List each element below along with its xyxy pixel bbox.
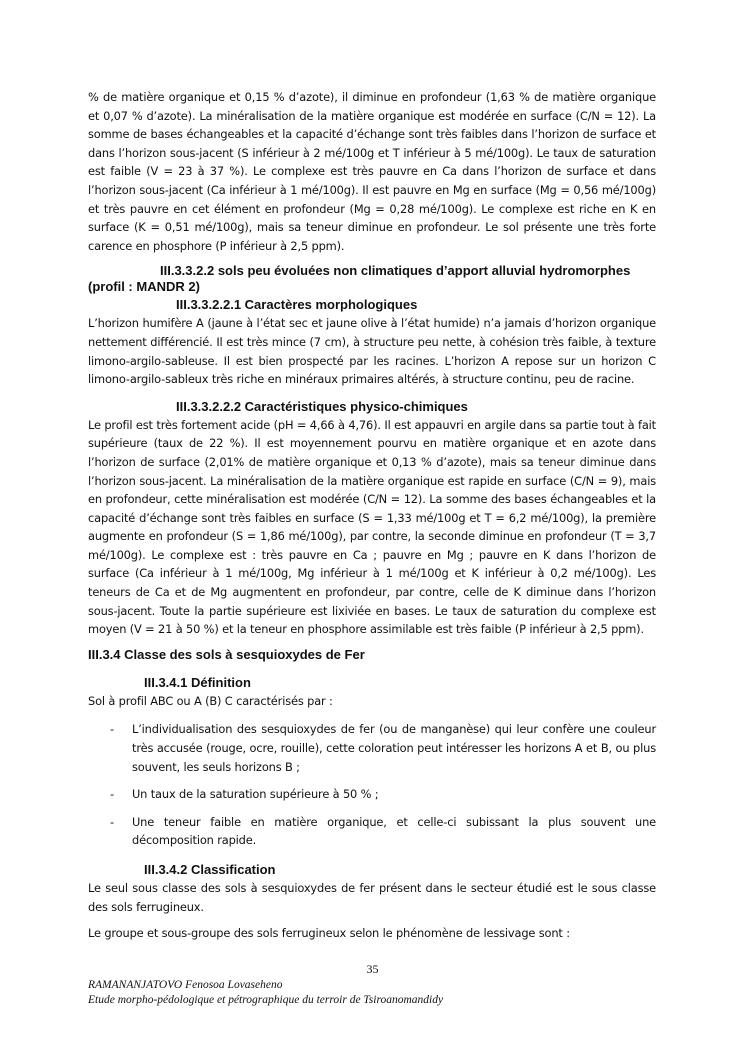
section-heading-line1: III.3.3.2.2 sols peu évoluées non climatiques d’apport alluvial hydromorphes xyxy=(160,263,631,279)
dash-marker: - xyxy=(110,787,115,802)
definition-list xyxy=(88,720,656,850)
footer-title: Etude morpho-pédologique et pétrographique du terroir de Tsiroanomandidy xyxy=(88,994,444,1006)
section-heading-3-3-2-2 xyxy=(88,263,656,279)
page-number: 35 xyxy=(366,962,379,976)
footer-author: RAMANANJATOVO Fenosoa Lovaseheno xyxy=(88,979,283,991)
dash-marker: - xyxy=(110,722,115,737)
list-item xyxy=(88,813,656,850)
list-item xyxy=(88,720,656,776)
list-item-text: Une teneur faible en matière organique, et celle-ci subissant la plus souvent une décomposition rapide. xyxy=(132,814,656,848)
paragraph-physico-chem-continued: % de matière organique et 0,15 % d’azote), il diminue en profondeur (1,63 % de matière organique et 0,07 % d’azote). La minéralisation de la matière organique est modérée en surface (C/N = 12). La somme de bases échangeables et la capacité d’échange sont très faibles dans l’horizon de surface et dans l’horizon sous-jacent (S inférieur à 2 mé/100g et T inférieur à 5 mé/100g). Le taux de saturation est faible (V = 23 à 37 %). Le complexe est très pauvre en Ca dans l’horizon de surface et dans l’horizon sous-jacent (Ca inférieur à 1 mé/100g). Il est pauvre en Mg en surface (Mg = 0,56 mé/100g) et très pauvre en cet élément en profondeur (Mg = 0,28 mé/100g). Le complexe est riche en K en surface (K = 0,51 mé/100g), mais sa teneur diminue en profondeur. Le sol présente une très forte carence en phosphore (P inférieur à 2,5 ppm). xyxy=(88,90,656,253)
list-item xyxy=(88,785,656,804)
section-heading-3-4: III.3.4 Classe des sols à sesquioxydes de Fer xyxy=(88,646,365,662)
subsection-heading-definition: III.3.4.1 Définition xyxy=(144,674,251,690)
paragraph-morphology: L’horizon humifère A (jaune à l’état sec et jaune olive à l’état humide) n’a jamais d’horizon organique nettement différencié. Il est très mince (7 cm), à structure peu nette, à cohésion très faible, à texture limono-argilo-sableuse. Il est bien prospecté par les racines. L’horizon A repose sur un horizon C limono-argilo-sableux très riche en minéraux primaires altérés, à structure continu, peu de racine. xyxy=(88,316,656,387)
paragraph-classification: Le seul sous classe des sols à sesquioxydes de fer présent dans le secteur étudié est le sous classe des sols ferrugineux. xyxy=(88,881,656,914)
subsection-heading-morphology: III.3.3.2.2.1 Caractères morphologiques xyxy=(176,297,418,313)
subsection-heading-physico-chemical: III.3.3.2.2.2 Caractéristiques physico-chimiques xyxy=(176,398,468,414)
section-heading-profile: (profil : MANDR 2) xyxy=(88,279,200,295)
paragraph-groups-intro: Le groupe et sous-groupe des sols ferrugineux selon le phénomène de lessivage sont : xyxy=(88,926,570,941)
paragraph-gap xyxy=(88,916,656,924)
list-item-text: Un taux de la saturation supérieure à 50 % ; xyxy=(132,787,379,802)
list-item-text: L’individualisation des sesquioxydes de fer (ou de manganèse) qui leur confère une couleur très accusée (rouge, ocre, rouille), cette coloration peut intéresser les horizons A et B, ou plus souvent, les seuls horizons B ; xyxy=(132,722,656,774)
paragraph-definition-intro: Sol à profil ABC ou A (B) C caractérisés par : xyxy=(88,693,333,708)
dash-marker: - xyxy=(110,814,115,829)
subsection-heading-classification: III.3.4.2 Classification xyxy=(144,862,276,877)
paragraph-physico-chemical: Le profil est très fortement acide (pH = 4,66 à 4,76). Il est appauvri en argile dans sa partie tout à fait supérieure (taux de 22 %). Il est moyennement pourvu en matière organique et en azote dans l’horizon de surface (2,01% de matière organique et 0,13 % d’azote), mais sa teneur diminue dans l’horizon sous-jacent. La minéralisation de la matière organique est rapide en surface (C/N = 9), mais en profondeur, cette minéralisation est modérée (C/N = 12). La somme des bases échangeables et la capacité d’échange sont très faibles en surface (S = 1,33 mé/100g et T = 6,2 mé/100g), la première augmente en profondeur (S = 1,86 mé/100g), par contre, la seconde diminue en profondeur (T = 3,7 mé/100g). Le complexe est : très pauvre en Ca ; pauvre en Mg ; pauvre en K dans l’horizon de surface (Ca inférieur à 1 mé/100g, Mg inférieur à 1 mé/100g et K inférieur à 0,2 mé/100g). Les teneurs de Ca et de Mg augmentent en profondeur, par contre, celle de K diminue dans l’horizon sous-jacent. Toute la partie supérieure est lixiviée en bases. Le taux de saturation du complexe est moyen (V = 21 à 50 %) et la teneur en phosphore assimilable est très faible (P inférieur à 2,5 ppm). xyxy=(88,417,656,637)
document-page xyxy=(88,88,656,943)
page-footer xyxy=(88,978,443,1008)
